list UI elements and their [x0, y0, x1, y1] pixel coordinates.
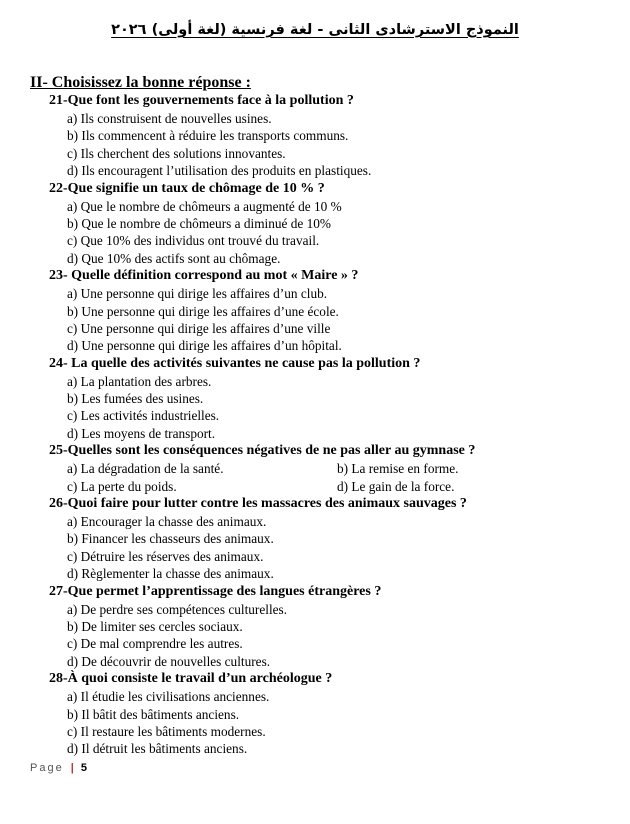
option-c: c) Détruire les réserves des animaux. [67, 548, 264, 564]
option-a: a) La plantation des arbres. [67, 373, 212, 389]
options-row [49, 478, 609, 495]
question-title: 22-Que signifie un taux de chômage de 10 % ? [49, 180, 325, 196]
option-a: a) Ils construisent de nouvelles usines. [67, 111, 272, 126]
option-d: d) De découvrir de nouvelles cultures. [67, 653, 271, 669]
option-b: b) La remise en forme. [337, 461, 459, 477]
question-27 [49, 583, 609, 671]
question-title: 26-Quoi faire pour lutter contre les massacres des animaux sauvages ? [49, 496, 467, 512]
page-footer [30, 762, 87, 774]
question-title: 24- La quelle des activités suivantes ne cause pas la pollution ? [49, 355, 421, 371]
option-d: d) Les moyens de transport. [67, 425, 216, 441]
option-a: a) La dégradation de la santé. [67, 461, 224, 477]
question-title: 21-Que font les gouvernements face à la pollution ? [49, 93, 354, 108]
question-21 [49, 92, 609, 180]
option-a: a) Que le nombre de chômeurs a augmenté de 10 % [67, 198, 342, 214]
section-title: II- Choisissez la bonne réponse : [30, 74, 251, 91]
option-b: b) Ils commencent à réduire les transports communs. [67, 128, 349, 144]
header-title: النموذج الاسترشادى الثانى - لغة فرنسية (لغة أولى) ٢٠٢٦ [111, 22, 519, 38]
option-c: c) Une personne qui dirige les affaires d’une ville [67, 320, 331, 336]
option-b: b) Les fumées des usines. [67, 391, 204, 407]
page-label: Page [30, 762, 64, 774]
option-c: c) Ils cherchent des solutions innovantes. [67, 145, 286, 161]
page-separator: | [70, 762, 74, 774]
option-a: a) Encourager la chasse des animaux. [67, 514, 267, 530]
option-d: d) Règlementer la chasse des animaux. [67, 566, 274, 582]
option-b: b) De limiter ses cercles sociaux. [67, 618, 243, 634]
page-number: 5 [80, 762, 88, 774]
option-b: b) Que le nombre de chômeurs a diminué de 10% [67, 215, 332, 231]
option-b: b) Financer les chasseurs des animaux. [67, 531, 274, 547]
question-25 [49, 442, 609, 495]
option-c: c) Que 10% des individus ont trouvé du travail. [67, 233, 320, 249]
option-a: a) Une personne qui dirige les affaires d’un club. [67, 286, 328, 302]
option-a: a) Il étudie les civilisations anciennes. [67, 689, 270, 705]
questions-list [49, 92, 609, 758]
option-d: d) Ils encouragent l’utilisation des produits en plastiques. [67, 163, 372, 179]
option-d: d) Que 10% des actifs sont au chômage. [67, 250, 281, 266]
option-d: d) Une personne qui dirige les affaires d’un hôpital. [67, 338, 342, 354]
question-title: 28-À quoi consiste le travail d’un archéologue ? [49, 671, 333, 687]
option-c: c) De mal comprendre les autres. [67, 636, 243, 652]
option-d: d) Le gain de la force. [337, 478, 455, 494]
option-c: c) Il restaure les bâtiments modernes. [67, 723, 266, 739]
question-title: 27-Que permet l’apprentissage des langues étrangères ? [49, 583, 382, 599]
question-title: 23- Quelle définition correspond au mot « Maire » ? [49, 268, 359, 284]
option-a: a) De perdre ses compétences culturelles. [67, 601, 288, 617]
options-row [49, 460, 609, 477]
document-header [0, 22, 630, 38]
option-b: b) Il bâtit des bâtiments anciens. [67, 706, 240, 722]
question-24 [49, 355, 609, 443]
question-26 [49, 495, 609, 583]
question-22 [49, 180, 609, 268]
option-b: b) Une personne qui dirige les affaires d’une école. [67, 303, 339, 319]
option-d: d) Il détruit les bâtiments anciens. [67, 741, 248, 757]
question-23 [49, 267, 609, 355]
option-c: c) Les activités industrielles. [67, 408, 220, 424]
question-28 [49, 670, 609, 758]
question-title: 25-Quelles sont les conséquences négatives de ne pas aller au gymnase ? [49, 443, 476, 459]
option-c: c) La perte du poids. [67, 478, 177, 494]
